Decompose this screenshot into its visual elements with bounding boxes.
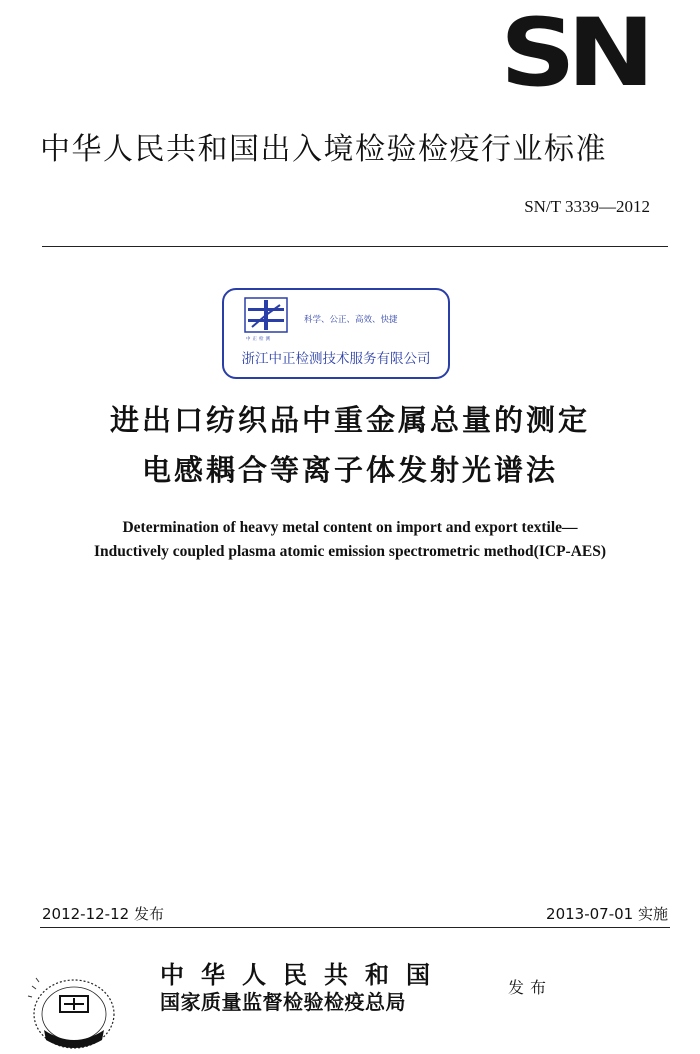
issuer-block — [160, 962, 447, 1016]
implementation-date: 2013-07-01 实施 — [546, 905, 668, 923]
english-title-line-1: Determination of heavy metal content on import and export textile— — [122, 519, 578, 536]
issuer-line-2: 国家质量监督检验检疫总局 — [160, 992, 406, 1014]
company-stamp — [222, 288, 450, 379]
anti-counterfeit-seal-icon — [22, 966, 122, 1050]
publish-label: 发布 — [508, 978, 553, 997]
footer-divider — [40, 927, 670, 928]
chinese-title-line-1: 进出口纺织品中重金属总量的测定 — [109, 403, 590, 437]
stamp-motto: 科学、公正、高效、快捷 — [304, 315, 398, 325]
stamp-small-text: 中正检测 — [246, 337, 272, 342]
header-divider — [42, 246, 668, 247]
standard-code: SN/T 3339—2012 — [524, 197, 650, 216]
sn-logo — [478, 0, 668, 108]
stamp-company-name: 浙江中正检测技术服务有限公司 — [241, 351, 431, 367]
issue-date: 2012-12-12 发布 — [42, 905, 164, 923]
chinese-title-line-2: 电感耦合等离子体发射光谱法 — [141, 453, 558, 487]
standard-category-title: 中华人民共和国出入境检验检疫行业标准 — [40, 132, 607, 167]
english-title-line-2: Inductively coupled plasma atomic emission spectrometric method(ICP-AES) — [93, 543, 607, 560]
company-emblem-icon — [244, 297, 288, 333]
issuer-line-1: 中华人民共和国 — [160, 963, 447, 989]
sn-logo-text: SN — [499, 0, 647, 108]
